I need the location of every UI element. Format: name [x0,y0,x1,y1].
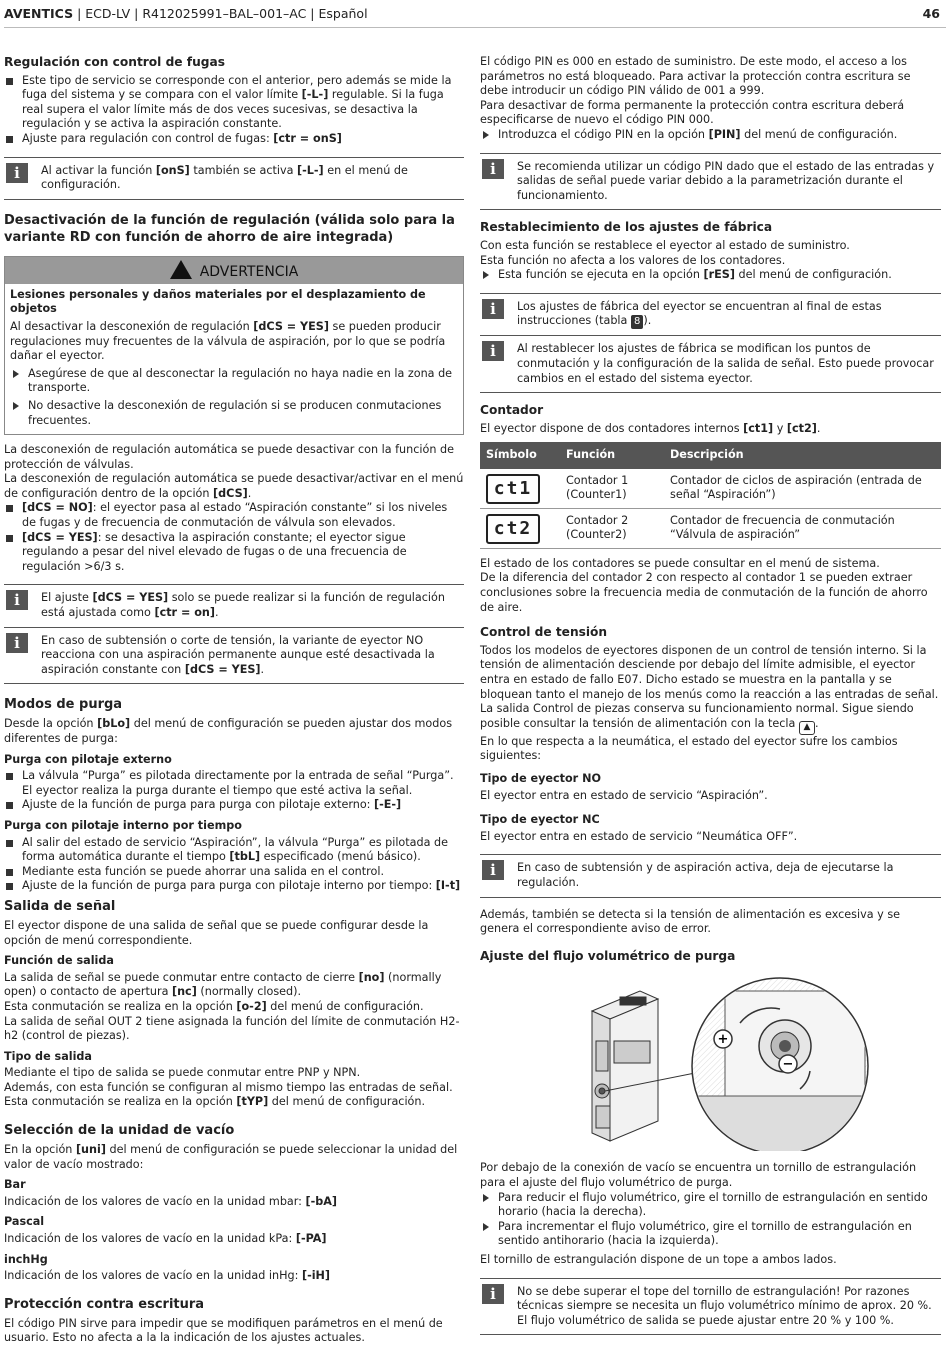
magnified-detail [692,978,892,1151]
func-p2: Esta conmutación se realiza en la opción [o-2] del menú de configuración. [4,999,424,1013]
table-ref-badge[interactable]: 8 [631,315,643,329]
reset-p2: Esta función no afecta a los valores de los contadores. [480,253,786,267]
type-title: Tipo de salida [4,1049,92,1063]
protect-text: El código PIN sirve para impedir que se modifiquen parámetros en el menú de usuario. Esto no afecta a la la indicación de los ajustes actuales. [4,1316,443,1345]
type-p3: Esta conmutación se realiza en la opción [tYP] del menú de configuración. [4,1095,426,1109]
deact-p2: La desconexión de regulación automática se puede desactivar/activar en el menú de configuración dentro de la opción [dCS]. [4,472,464,500]
info-note [4,157,464,200]
int-purge-bullet-1: Al salir del estado de servicio “Aspiración”, la válvula “Purga” es pilotada de forma automática durante el tiempo [tbL] especificado (menú básico). [4,836,464,865]
counter-p2: De la diferencia del contador 2 con respecto al contador 1 se pueden extraer conclusiones sobre la frecuencia media de conmutación de la función de ahorro de aire. [480,571,928,614]
lcd-symbol-ct2: ct2 [486,514,540,544]
note-text: No se debe superar el tope del tornillo de estrangulación! Por razones técnicas siempre se necesita un flujo volumétrico mínimo de aprox. 20 %. El flujo volumétrico de salida se puede ajustar entre 20 % y 100 %. [517,1284,932,1327]
bar-text: Indicación de los valores de vacío en la unidad mbar: [-bA] [4,1194,338,1208]
voltage-p3: Además, también se detecta si la tensión de alimentación es excesiva y se genera el correspondiente aviso de error. [480,907,901,936]
voltage-title: Control de tensión [480,625,608,640]
type-p2: Además, con esta función se configuran al mismo tiempo las entradas de señal. [4,1080,453,1094]
th-function: Función [560,442,664,469]
pin-p1: El código PIN es 000 en estado de suministro. De este modo, el acceso a los parámetros no está bloqueado. Para activar la protección contra escritura se debe introducir un código PIN válido de 001 a 999. [480,55,911,98]
ejector-device [592,991,658,1141]
right-column [480,55,941,1345]
info-note [480,1278,941,1336]
info-note [480,854,941,897]
flow-p2: El tornillo de estrangulación dispone de un tope a ambos lados. [480,1252,837,1266]
reset-p1: Con esta función se restablece el eyector al estado de suministro. [480,238,850,252]
nc-type-title: Tipo de eyector NC [480,813,600,827]
func-title: Función de salida [4,954,114,968]
ext-purge-title: Purga con pilotaje externo [4,752,172,766]
no-type-text: El eyector entra en estado de servicio “Aspiración”. [480,788,768,802]
flow-title: Ajuste del flujo volumétrico de purga [480,948,736,963]
info-note [480,336,941,393]
no-type-title: Tipo de eyector NO [480,772,601,785]
leak-title: Regulación con control de fugas [4,55,225,69]
func-p1: La salida de señal se puede conmutar entre contacto de cierre [no] (normally open) o contacto de apertura [nc] (normally closed). [4,970,442,999]
counter-intro: El eyector dispone de dos contadores internos [ct1] y [ct2]. [480,421,821,435]
ejector-illustration [480,971,941,1151]
page-header [4,7,946,28]
unit-intro: En la opción [uni] del menú de configuración se puede seleccionar la unidad del valor de vacío mostrado: [4,1143,458,1171]
info-icon: i [6,163,28,183]
purge-intro: Desde la opción [bLo] del menú de configuración se pueden ajustar dos modos diferentes de purga: [4,717,453,745]
cell-description: Contador de ciclos de aspiración (entrada de señal “Aspiración”) [664,469,941,509]
flow-bullet-1: Para reducir el flujo volumétrico, gire el tornillo de estrangulación en sentido horario (hacia la derecha). [480,1191,941,1220]
counter-table [480,442,941,549]
voltage-p1: Todos los modelos de eyectores disponen de un control de tensión interno. Si la tensión de alimentación desciende por debajo del límite admisible, el eyector entra en estado de fallo E07. Dicho estado se muestra en la pantalla y se bloquean tanto el manejo de los menús como la reacción a las entradas de señal. La salida Control de piezas conserva su funcionamiento normal. Sigue siendo posible consultar la tensión de alimentación con la tecla ▲ . [480,644,941,735]
counter-p1: El estado de los contadores se puede consultar en el menú de sistema. [480,556,880,570]
info-icon: i [482,341,504,361]
reset-bullet: Esta función se ejecuta en la opción [rES] del menú de configuración. [480,268,941,283]
deact-bullet-1: [dCS = NO]: el eyector pasa al estado “Aspiración constante” si los niveles de fugas y de frecuencia de conmutación de válvula son elevados. [4,501,464,530]
note-text: El ajuste [dCS = YES] solo se puede realizar si la función de regulación está ajustada como [ctr = on]. [41,591,445,620]
purge-title: Modos de purga [4,697,123,713]
brand-name: AVENTICS [4,6,74,21]
lcd-symbol-ct1: ct1 [486,474,540,504]
page-number: 46 [922,6,940,21]
warning-title: ADVERTENCIA [199,263,299,280]
info-note [480,153,941,211]
note-text: Al restablecer los ajustes de fábrica se modifican los puntos de conmutación y la configuración de la salida de señal. Esto puede provocar cambios en el estado del sistema eyector. [517,342,934,385]
int-purge-title: Purga con pilotaje interno por tiempo [4,818,242,832]
signal-title: Salida de señal [4,898,116,914]
cell-description: Contador de frecuencia de conmutación “Válvula de aspiración” [664,508,941,548]
info-note [4,584,464,627]
warning-icon [170,260,192,279]
deact-bullet-2: [dCS = YES]: se desactiva la aspiración constante; el eyector sigue regulando a pesar del nivel elevado de fugas o de una frecuencia de regulación >6/3 s. [4,531,464,575]
counter-title: Contador [480,403,544,418]
leak-bullet-1: Este tipo de servicio se corresponde con el anterior, pero además se mide la fuga del sistema y se compara con el valor límite [-L-] regulable. Si la fuga real supera el valor límite más de dos veces sucesivas, se desactiva la regulación y se activa la aspiración constante. [4,74,464,132]
note-text: En caso de subtensión o corte de tensión, la variante de eyector NO reacciona con una aspiración permanente aunque esté desactivada la aspiración constante con [dCS = YES]. [41,633,435,676]
key-triangle-icon: ▲ [799,721,815,735]
pin-p2: Para desactivar de forma permanente la protección contra escritura deberá especificarse de nuevo el código PIN 000. [480,98,905,127]
info-icon: i [482,1284,504,1304]
int-purge-bullet-2: Mediante esta función se puede ahorrar una salida en el control. [4,865,464,880]
th-description: Descripción [664,442,941,469]
th-symbol: Símbolo [480,442,560,469]
flow-bullet-2: Para incrementar el flujo volumétrico, gire el tornillo de estrangulación en sentido antihorario (hacia la izquierda). [480,1220,941,1249]
cell-function: Contador 2 (Counter2) [560,508,664,548]
info-icon: i [6,633,28,653]
warning-box [4,256,464,435]
info-note [480,293,941,337]
note-text: Se recomienda utilizar un código PIN dado que el estado de las entradas y salidas de señal puede variar debido a la parametrización durante el funcionamiento. [517,159,935,202]
table-row [480,508,941,548]
nc-type-text: El eyector entra en estado de servicio “Neumática OFF”. [480,829,798,843]
note-text: En caso de subtensión y de aspiración activa, deja de ejecutarse la regulación. [517,861,894,889]
voltage-p2: En lo que respecta a la neumática, el estado del eyector sufre los cambios siguientes: [480,734,898,763]
info-icon: i [482,159,504,179]
deact-title: Desactivación de la función de regulación (válida solo para la variante RD con función de ahorro de aire integrada) [4,212,455,245]
leak-bullet-2: Ajuste para regulación con control de fugas: [ctr = onS] [4,132,464,147]
deact-p1: La desconexión de regulación automática se puede desactivar con la función de protección de válvulas. [4,443,454,471]
info-icon: i [482,860,504,880]
note-text: Al activar la función [onS] también se activa [-L-] en el menú de configuración. [41,163,408,192]
warning-bullet-1: Asegúrese de que al desconectar la regulación no haya nadie en la zona de transporte. [10,367,458,396]
inhg-text: Indicación de los valores de vacío en la unidad inHg: [-iH] [4,1269,331,1283]
doc-id: | ECD-LV | R412025991–BAL–001–AC | Español [73,6,368,21]
svg-text:−: − [782,1057,794,1073]
warning-bullet-2: No desactive la desconexión de regulación si se producen conmutaciones frecuentes. [10,399,458,428]
func-p3: La salida de señal OUT 2 tiene asignada la función del límite de conmutación H2-h2 (control de piezas). [4,1014,460,1043]
cell-function: Contador 1 (Counter1) [560,469,664,509]
note-text: Los ajustes de fábrica del eyector se encuentran al final de estas instrucciones (tabla 8 ). [517,299,882,328]
table-row [480,469,941,509]
pascal-text: Indicación de los valores de vacío en la unidad kPa: [-PA] [4,1232,327,1246]
protect-title: Protección contra escritura [4,1296,205,1312]
int-purge-bullet-3: Ajuste de la función de purga para purga con pilotaje interno por tiempo: [I-t] [4,879,464,894]
svg-text:+: + [717,1032,729,1048]
info-note [4,628,464,685]
info-icon: i [6,590,28,610]
warning-text: Al desactivar la desconexión de regulación [dCS = YES] se pueden producir regulaciones muy frecuentes de la válvula de aspiración, por lo que se podría dañar el eyector. [10,319,446,363]
pin-bullet: Introduzca el código PIN en la opción [PIN] del menú de configuración. [480,128,941,143]
inhg-title: inchHg [4,1252,48,1266]
pascal-title: Pascal [4,1215,45,1229]
warning-subtitle: Lesiones personales y daños materiales por el desplazamiento de objetos [10,287,426,316]
ext-purge-bullet-2: Ajuste de la función de purga para purga con pilotaje externo: [-E-] [4,798,464,813]
info-icon: i [482,299,504,319]
bar-title: Bar [4,1178,26,1192]
flow-p1: Por debajo de la conexión de vacío se encuentra un tornillo de estrangulación para el ajuste del flujo volumétrico de purga. [480,1161,917,1189]
left-column [4,55,464,1346]
unit-title: Selección de la unidad de vacío [4,1123,235,1139]
ext-purge-bullet-1: La válvula “Purga” es pilotada directamente por la entrada de señal “Purga”. El eyector realiza la purga durante el tiempo que esté activa la señal. [4,769,464,798]
reset-title: Restablecimiento de los ajustes de fábrica [480,220,773,235]
type-p1: Mediante el tipo de salida se puede conmutar entre PNP y NPN. [4,1066,361,1080]
signal-intro: El eyector dispone de una salida de señal que se puede configurar desde la opción de menú correspondiente. [4,918,429,947]
